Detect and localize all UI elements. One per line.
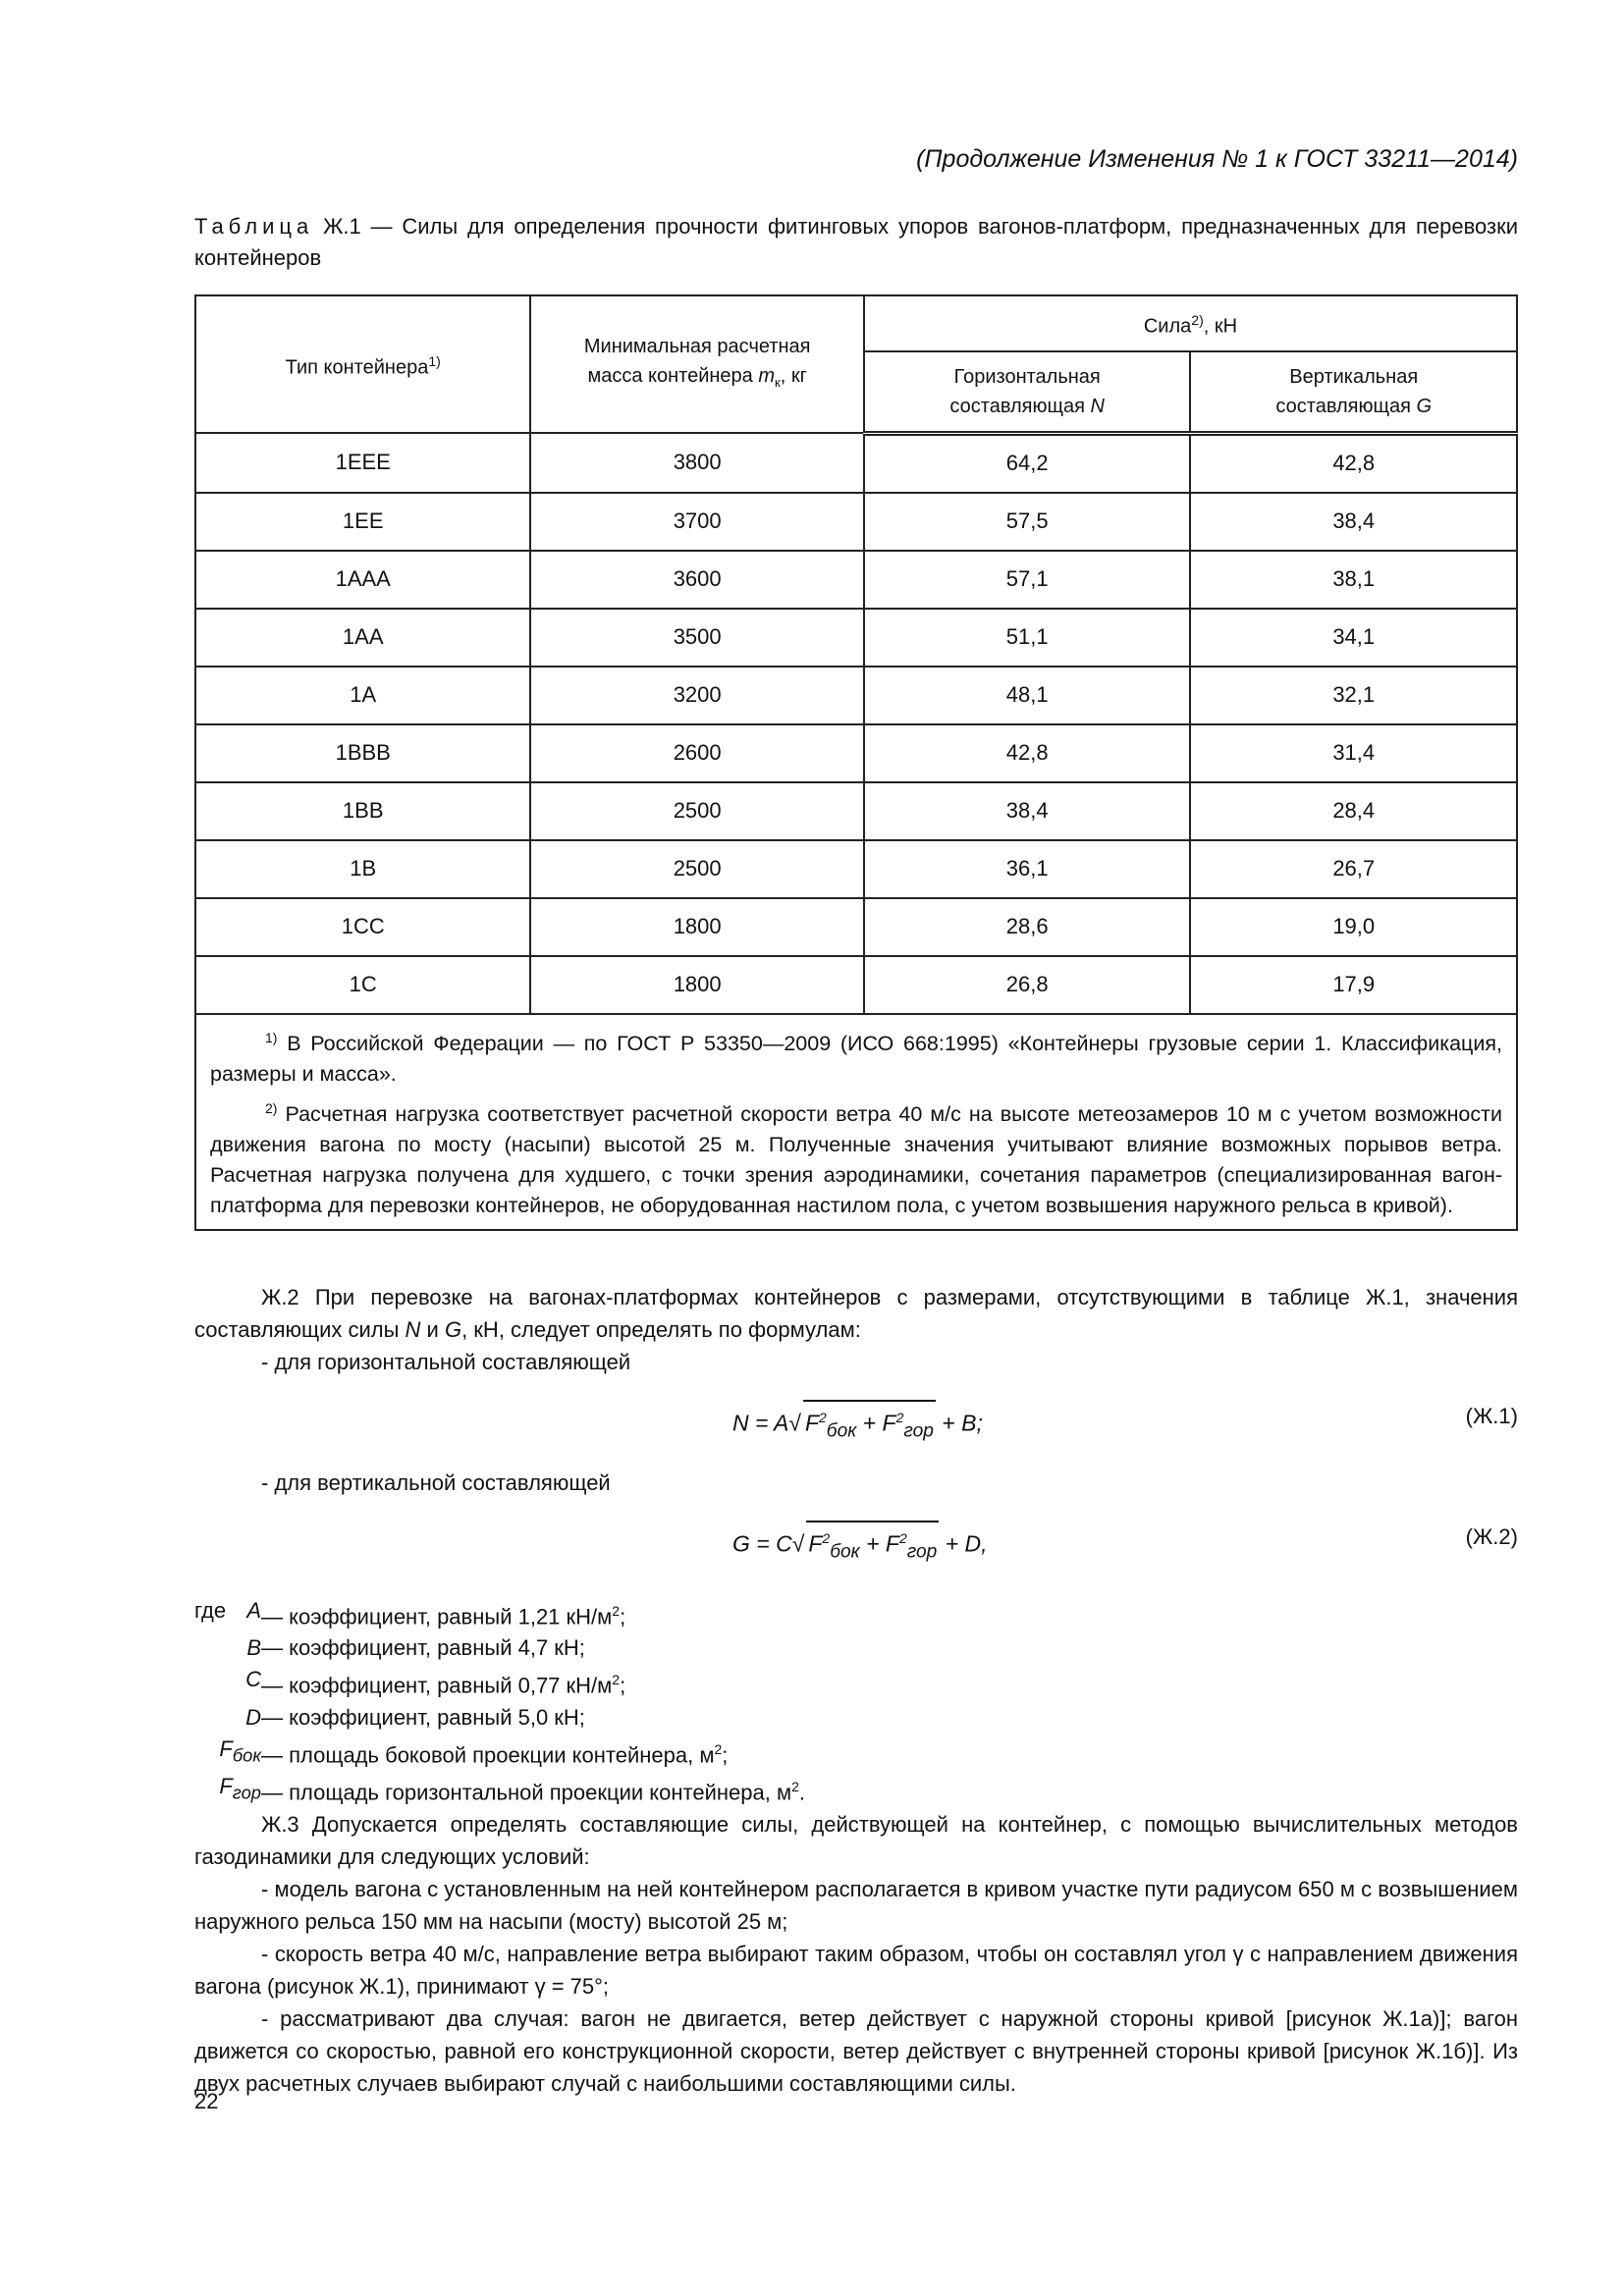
definition-item: $F_{бок}$ — площадь боковой проекции контейнера, $м^2$;: [219, 1735, 729, 1767]
page-number: 22: [194, 2089, 219, 2113]
table-footnotes: [195, 1014, 1517, 1230]
table-cell: 38,4: [864, 782, 1191, 840]
table-row: [195, 433, 1517, 493]
table-cell: 2600: [530, 724, 863, 782]
table-cell: 1BBB: [195, 724, 530, 782]
table-cell: 38,4: [1190, 493, 1517, 551]
condition-1: - модель вагона с установленным на ней контейнером располагается в кривом участке пути радиусом 650 м с возвышением наружного рельса 150 мм на насыпи (мосту) высотой 25 м;: [194, 1877, 1518, 1935]
table-row: [195, 667, 1517, 724]
table-cell: 3600: [530, 551, 863, 609]
caption-text: Ж.1 — Силы для определения прочности фитинговых упоров вагонов-платформ, предназначенных для перевозки контейнеров: [194, 214, 1518, 270]
table-cell: 1A: [195, 667, 530, 724]
definition-item: $F_{гор}$ — площадь горизонтальной проекции контейнера, $м^2$.: [219, 1774, 806, 1805]
vertical-label: - для вертикальной составляющей: [261, 1470, 611, 1495]
formula-zh2: G = C√ $F^2_{бок} + F^2_{гор} + D$, (Ж.2): [194, 1499, 1518, 1587]
caption-label: Таблица: [194, 214, 314, 239]
table-cell: 2500: [530, 782, 863, 840]
table-row: [195, 609, 1517, 667]
table-cell: 1B: [195, 840, 530, 898]
table-cell: 1800: [530, 956, 863, 1014]
table-cell: 3700: [530, 493, 863, 551]
table-cell: 1CC: [195, 898, 530, 956]
table-caption: [194, 211, 1518, 274]
header-container-type: Тип контейнера$^{1)}$: [195, 295, 530, 433]
table-cell: 1EE: [195, 493, 530, 551]
table-cell: 48,1: [864, 667, 1191, 724]
table-cell: 42,8: [1190, 433, 1517, 493]
running-header: (Продолжение Изменения № 1 к ГОСТ 33211—2014): [916, 145, 1518, 173]
table-cell: 3200: [530, 667, 863, 724]
table-cell: 36,1: [864, 840, 1191, 898]
table-row: [195, 551, 1517, 609]
table-cell: 31,4: [1190, 724, 1517, 782]
table-row: [195, 840, 1517, 898]
formula-number: (Ж.2): [1465, 1524, 1518, 1549]
table-cell: 38,1: [1190, 551, 1517, 609]
table-cell: 19,0: [1190, 898, 1517, 956]
table-cell: 1800: [530, 898, 863, 956]
table-cell: 1C: [195, 956, 530, 1014]
definition-item: B — коэффициент, равный 4,7 кН;: [246, 1635, 585, 1661]
paragraph-zh3: Ж.3 Допускается определять составляющие силы, действующей на контейнер, с помощью вычислительных методов газодинамики для следующих условий:: [194, 1812, 1518, 1870]
forces-table: [194, 294, 1518, 1231]
table-cell: 42,8: [864, 724, 1191, 782]
formula-zh1: N = A√ $F^2_{бок} + F^2_{гор} + B$; (Ж.1): [194, 1378, 1518, 1467]
definition-item: C — коэффициент, равный 0,77 $кН/м^2$;: [245, 1667, 626, 1698]
table-cell: 32,1: [1190, 667, 1517, 724]
table-cell: 3800: [530, 433, 863, 493]
table-cell: 3500: [530, 609, 863, 667]
table-cell: 17,9: [1190, 956, 1517, 1014]
footnote-2: $^{2)}$ Расчетная нагрузка соответствует расчетной скорости ветра 40 м/с на высоте метеозамеров 10 м с учетом возможности движения вагона по мосту (насыпи) высотой 25 м. Полученные значения учитывают влияние возможных порывов ветра. Расчетная нагрузка получена для худшего, с точки зрения аэродинамики, сочетания параметров (специализированная вагон-платформа для перевозки контейнеров, не оборудованная настилом пола, с учетом возвышения наружного рельса в кривой).: [210, 1099, 1502, 1217]
table-cell: 64,2: [864, 433, 1191, 493]
body-text: [194, 1281, 1518, 2100]
definition-item: D — коэффициент, равный 5,0 кН;: [245, 1704, 585, 1730]
where-word: где: [194, 1598, 227, 1623]
horizontal-label: - для горизонтальной составляющей: [261, 1350, 631, 1374]
header-min-mass: Минимальная расчетная масса контейнера $m_к$, кг: [530, 295, 863, 433]
table-cell: 2500: [530, 840, 863, 898]
table-cell: 34,1: [1190, 609, 1517, 667]
table-cell: 28,4: [1190, 782, 1517, 840]
table-cell: 1AAA: [195, 551, 530, 609]
table-cell: 57,1: [864, 551, 1191, 609]
table-row: [195, 493, 1517, 551]
table-row: [195, 898, 1517, 956]
table-cell: 28,6: [864, 898, 1191, 956]
paragraph-zh2: Ж.2 При перевозке на вагонах-платформах контейнеров с размерами, отсутствующими в таблице Ж.1, значения составляющих силы N и G, кН, следует определять по формулам:: [194, 1285, 1518, 1342]
table-cell: 26,8: [864, 956, 1191, 1014]
table-cell: 1EEE: [195, 433, 530, 493]
table-row: [195, 782, 1517, 840]
table-cell: 1BB: [195, 782, 530, 840]
table-cell: 26,7: [1190, 840, 1517, 898]
header-force: Сила$^{2)}$, кН: [864, 295, 1517, 351]
table-row: [195, 956, 1517, 1014]
definition-item: где A — коэффициент, равный 1,21 $кН/м^2$;: [194, 1595, 1518, 1632]
symbol-definitions: [194, 1595, 1518, 1808]
header-vertical: Вертикальная составляющая G: [1190, 351, 1517, 433]
table-row: [195, 724, 1517, 782]
footnote-1: $^{1)}$ В Российской Федерации — по ГОСТ Р 53350—2009 (ИСО 668:1995) «Контейнеры грузовые серии 1. Классификация, размеры и масса».: [210, 1029, 1502, 1086]
condition-3: - рассматривают два случая: вагон не двигается, ветер действует с наружной стороны кривой [рисунок Ж.1а)]; вагон движется со скоростью, равной его конструкционной скорости, ветер действует с внутренней стороны кривой [рисунок Ж.1б)]. Из двух расчетных случаев выбирают случай с наибольшими составляющими силы.: [194, 2006, 1518, 2097]
table-cell: 51,1: [864, 609, 1191, 667]
formula-number: (Ж.1): [1465, 1404, 1518, 1428]
header-horizontal: Горизонтальная составляющая N: [864, 351, 1191, 433]
condition-2: - скорость ветра 40 м/с, направление ветра выбирают таким образом, чтобы он составлял угол γ с направлением движения вагона (рисунок Ж.1), принимают γ = 75°;: [194, 1942, 1518, 2000]
table-cell: 1AA: [195, 609, 530, 667]
table-cell: 57,5: [864, 493, 1191, 551]
